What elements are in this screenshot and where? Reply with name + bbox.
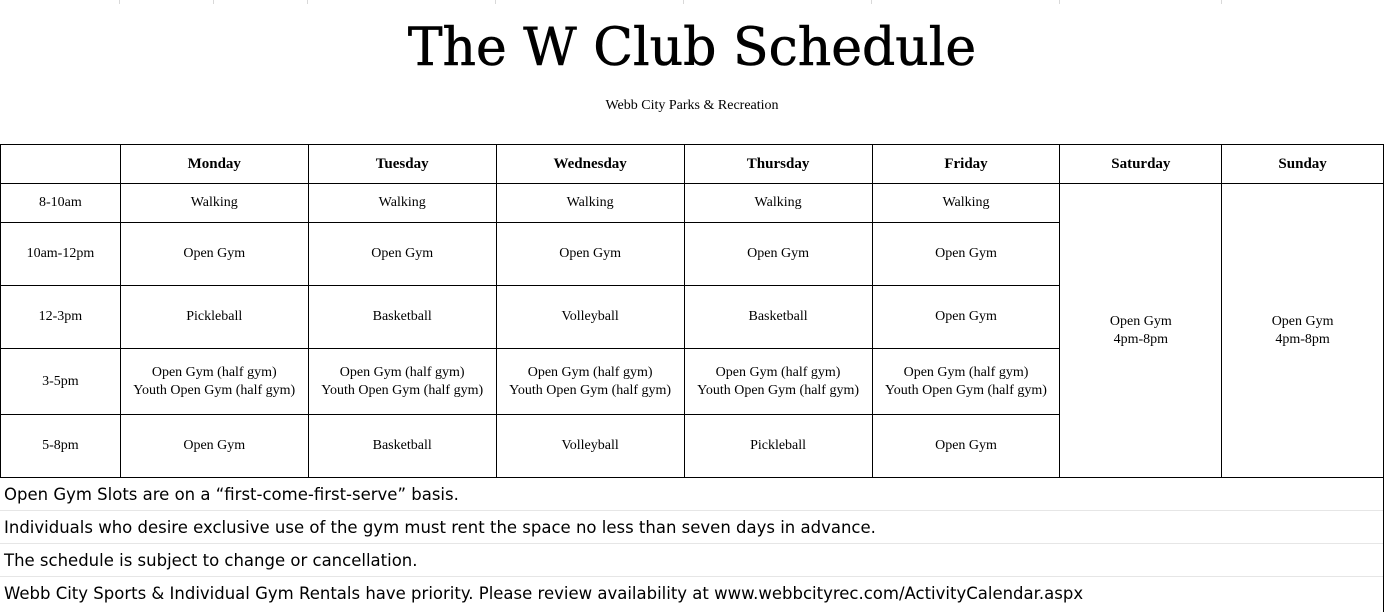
activity-cell: Basketball — [308, 286, 496, 349]
time-cell: 3-5pm — [1, 349, 121, 415]
page-title: The W Club Schedule — [407, 18, 977, 78]
page-subtitle: Webb City Parks & Recreation — [605, 98, 779, 113]
activity-line: Youth Open Gym (half gym) — [885, 382, 1047, 398]
activity-cell: Open Gym — [872, 223, 1060, 286]
activity-cell: Open Gym — [872, 415, 1060, 478]
activity-cell: Basketball — [684, 286, 872, 349]
activity-cell — [496, 349, 684, 415]
time-cell: 5-8pm — [1, 415, 121, 478]
note-first-come: Open Gym Slots are on a “first-come-first-serve” basis. — [0, 478, 1384, 511]
header-saturday: Saturday — [1060, 145, 1222, 184]
sunday-hours: 4pm-8pm — [1275, 331, 1330, 347]
note-exclusive-rental: Individuals who desire exclusive use of the gym must rent the space no less than seven days in advance. — [0, 511, 1384, 544]
activity-cell — [308, 349, 496, 415]
activity-line: Youth Open Gym (half gym) — [697, 382, 860, 398]
activity-line: Open Gym (half gym) — [527, 364, 653, 380]
activity-cell: Open Gym — [120, 415, 308, 478]
header-time-cell — [1, 145, 121, 184]
activity-cell: Pickleball — [684, 415, 872, 478]
header-thursday: Thursday — [684, 145, 872, 184]
time-cell: 12-3pm — [1, 286, 121, 349]
saturday-hours: 4pm-8pm — [1113, 331, 1169, 347]
activity-cell: Walking — [684, 184, 872, 223]
schedule-table — [0, 144, 1384, 478]
schedule-notes — [0, 478, 1384, 610]
saturday-activity: Open Gym — [1109, 313, 1172, 329]
activity-cell — [120, 349, 308, 415]
header-sunday: Sunday — [1222, 145, 1384, 184]
activity-cell: Walking — [872, 184, 1060, 223]
header-tuesday: Tuesday — [308, 145, 496, 184]
sunday-activity: Open Gym — [1271, 313, 1334, 329]
activity-cell — [872, 349, 1060, 415]
activity-cell: Volleyball — [496, 286, 684, 349]
time-cell: 10am-12pm — [1, 223, 121, 286]
sunday-cell — [1222, 184, 1384, 478]
saturday-cell — [1060, 184, 1222, 478]
activity-cell: Walking — [120, 184, 308, 223]
time-cell: 8-10am — [1, 184, 121, 223]
activity-line: Youth Open Gym (half gym) — [509, 382, 672, 398]
activity-cell: Walking — [308, 184, 496, 223]
activity-cell: Basketball — [308, 415, 496, 478]
activity-cell: Volleyball — [496, 415, 684, 478]
note-subject-to-change: The schedule is subject to change or cancellation. — [0, 544, 1384, 577]
activity-cell — [684, 349, 872, 415]
note-priority: Webb City Sports & Individual Gym Rentals have priority. Please review availability at www.webbcityrec.com/ActivityCalendar.aspx — [4, 584, 1084, 603]
activity-cell: Open Gym — [872, 286, 1060, 349]
activity-line: Open Gym (half gym) — [715, 364, 841, 380]
header-friday: Friday — [872, 145, 1060, 184]
activity-line: Open Gym (half gym) — [903, 364, 1029, 380]
header-row — [1, 145, 1384, 184]
activity-cell: Pickleball — [120, 286, 308, 349]
activity-line: Youth Open Gym (half gym) — [321, 382, 484, 398]
activity-cell: Open Gym — [684, 223, 872, 286]
header-monday: Monday — [120, 145, 308, 184]
activity-cell: Open Gym — [496, 223, 684, 286]
activity-cell: Open Gym — [308, 223, 496, 286]
activity-line: Open Gym (half gym) — [339, 364, 465, 380]
activity-cell: Open Gym — [120, 223, 308, 286]
activity-cell: Walking — [496, 184, 684, 223]
header-wednesday: Wednesday — [496, 145, 684, 184]
sheet-column-ticks — [0, 0, 1384, 4]
table-row — [1, 184, 1384, 223]
activity-line: Open Gym (half gym) — [151, 364, 277, 380]
activity-line: Youth Open Gym (half gym) — [133, 382, 296, 398]
